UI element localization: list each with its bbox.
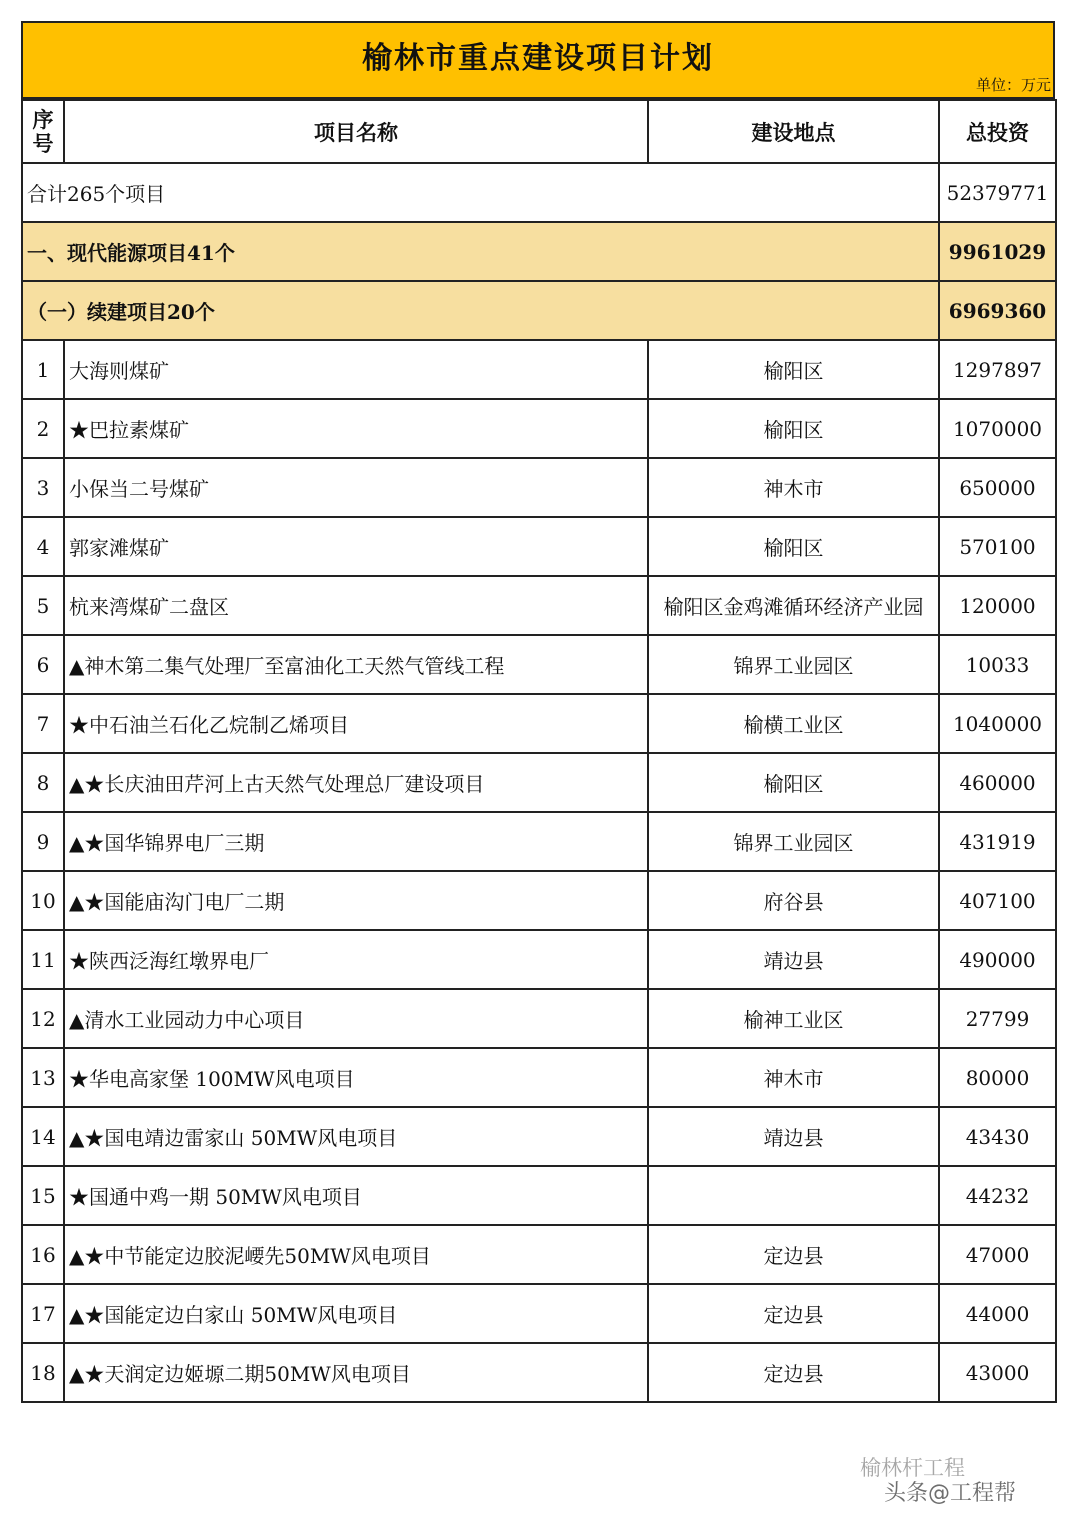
row-seq: 14 <box>22 1107 64 1166</box>
table-row <box>22 1225 1056 1284</box>
row-investment: 10033 <box>939 635 1056 694</box>
row-seq: 15 <box>22 1166 64 1225</box>
row-location: 靖边县 <box>648 1107 939 1166</box>
row-location <box>648 1166 939 1225</box>
row-seq: 3 <box>22 458 64 517</box>
row-project-name: ▲神木第二集气处理厂至富油化工天然气管线工程 <box>64 635 648 694</box>
row-project-name: 小保当二号煤矿 <box>64 458 648 517</box>
table-row <box>22 399 1056 458</box>
row-investment: 44232 <box>939 1166 1056 1225</box>
row-seq: 1 <box>22 340 64 399</box>
total-label: 合计265个项目 <box>22 163 939 222</box>
row-investment: 1070000 <box>939 399 1056 458</box>
subcategory-value: 6969360 <box>939 281 1056 340</box>
row-location: 榆阳区 <box>648 340 939 399</box>
row-project-name: ★中石油兰石化乙烷制乙烯项目 <box>64 694 648 753</box>
subcategory-label: （一）续建项目20个 <box>22 281 939 340</box>
row-seq: 10 <box>22 871 64 930</box>
row-seq: 12 <box>22 989 64 1048</box>
row-investment: 1040000 <box>939 694 1056 753</box>
row-project-name: ▲★国能庙沟门电厂二期 <box>64 871 648 930</box>
row-location: 锦界工业园区 <box>648 635 939 694</box>
table-row <box>22 635 1056 694</box>
table-row <box>22 989 1056 1048</box>
row-location: 神木市 <box>648 1048 939 1107</box>
row-investment: 650000 <box>939 458 1056 517</box>
row-location: 定边县 <box>648 1343 939 1402</box>
total-value: 52379771 <box>939 163 1056 222</box>
row-project-name: ★巴拉素煤矿 <box>64 399 648 458</box>
row-location: 靖边县 <box>648 930 939 989</box>
table-row <box>22 576 1056 635</box>
table-row <box>22 1107 1056 1166</box>
row-seq: 17 <box>22 1284 64 1343</box>
header-seq: 序号 <box>22 100 64 163</box>
table-row <box>22 1166 1056 1225</box>
row-seq: 7 <box>22 694 64 753</box>
row-location: 榆阳区 <box>648 517 939 576</box>
table-row <box>22 1343 1056 1402</box>
row-location: 定边县 <box>648 1225 939 1284</box>
row-location: 榆阳区 <box>648 753 939 812</box>
row-investment: 120000 <box>939 576 1056 635</box>
row-location: 锦界工业园区 <box>648 812 939 871</box>
row-project-name: ▲清水工业园动力中心项目 <box>64 989 648 1048</box>
watermark-logo-text: 榆林杆工程 <box>860 1456 965 1480</box>
row-investment: 43430 <box>939 1107 1056 1166</box>
total-row <box>22 163 1056 222</box>
row-location: 榆神工业区 <box>648 989 939 1048</box>
row-project-name: 大海则煤矿 <box>64 340 648 399</box>
row-location: 榆阳区 <box>648 399 939 458</box>
table-row <box>22 812 1056 871</box>
subcategory-row <box>22 281 1056 340</box>
row-project-name: ▲★长庆油田芹河上古天然气处理总厂建设项目 <box>64 753 648 812</box>
row-location: 定边县 <box>648 1284 939 1343</box>
project-plan-sheet <box>21 21 1055 1403</box>
row-seq: 8 <box>22 753 64 812</box>
row-investment: 47000 <box>939 1225 1056 1284</box>
row-seq: 4 <box>22 517 64 576</box>
row-investment: 490000 <box>939 930 1056 989</box>
page-title: 榆林市重点建设项目计划 <box>362 41 714 76</box>
row-investment: 1297897 <box>939 340 1056 399</box>
row-investment: 44000 <box>939 1284 1056 1343</box>
row-project-name: ▲★天润定边姬塬二期50MW风电项目 <box>64 1343 648 1402</box>
table-row <box>22 340 1056 399</box>
row-seq: 16 <box>22 1225 64 1284</box>
row-investment: 27799 <box>939 989 1056 1048</box>
row-project-name: 杭来湾煤矿二盘区 <box>64 576 648 635</box>
row-location: 府谷县 <box>648 871 939 930</box>
category-value: 9961029 <box>939 222 1056 281</box>
table-row <box>22 753 1056 812</box>
header-investment: 总投资 <box>939 100 1056 163</box>
title-banner <box>21 21 1055 99</box>
header-name: 项目名称 <box>64 100 648 163</box>
row-location: 榆阳区金鸡滩循环经济产业园 <box>648 576 939 635</box>
row-investment: 407100 <box>939 871 1056 930</box>
table-row <box>22 1284 1056 1343</box>
row-project-name: 郭家滩煤矿 <box>64 517 648 576</box>
row-project-name: ▲★国能定边白家山 50MW风电项目 <box>64 1284 648 1343</box>
row-project-name: ★华电高家堡 100MW风电项目 <box>64 1048 648 1107</box>
row-seq: 5 <box>22 576 64 635</box>
unit-label: 单位：万元 <box>975 76 1051 94</box>
row-seq: 13 <box>22 1048 64 1107</box>
row-seq: 2 <box>22 399 64 458</box>
row-investment: 43000 <box>939 1343 1056 1402</box>
table-row <box>22 930 1056 989</box>
table-row <box>22 871 1056 930</box>
table-row <box>22 1048 1056 1107</box>
row-project-name: ▲★中节能定边胶泥崾先50MW风电项目 <box>64 1225 648 1284</box>
row-investment: 80000 <box>939 1048 1056 1107</box>
row-location: 榆横工业区 <box>648 694 939 753</box>
row-investment: 570100 <box>939 517 1056 576</box>
row-project-name: ▲★国华锦界电厂三期 <box>64 812 648 871</box>
row-location: 神木市 <box>648 458 939 517</box>
table-header-row <box>22 100 1056 163</box>
row-project-name: ★国通中鸡一期 50MW风电项目 <box>64 1166 648 1225</box>
row-seq: 18 <box>22 1343 64 1402</box>
row-seq: 11 <box>22 930 64 989</box>
row-seq: 9 <box>22 812 64 871</box>
row-investment: 460000 <box>939 753 1056 812</box>
row-project-name: ★陕西泛海红墩界电厂 <box>64 930 648 989</box>
project-table <box>21 99 1057 1403</box>
row-investment: 431919 <box>939 812 1056 871</box>
row-project-name: ▲★国电靖边雷家山 50MW风电项目 <box>64 1107 648 1166</box>
header-location: 建设地点 <box>648 100 939 163</box>
category-label: 一、现代能源项目41个 <box>22 222 939 281</box>
category-row <box>22 222 1056 281</box>
watermark-source-text: 头条@工程帮 <box>884 1481 1017 1506</box>
row-seq: 6 <box>22 635 64 694</box>
table-row <box>22 458 1056 517</box>
table-row <box>22 517 1056 576</box>
table-row <box>22 694 1056 753</box>
